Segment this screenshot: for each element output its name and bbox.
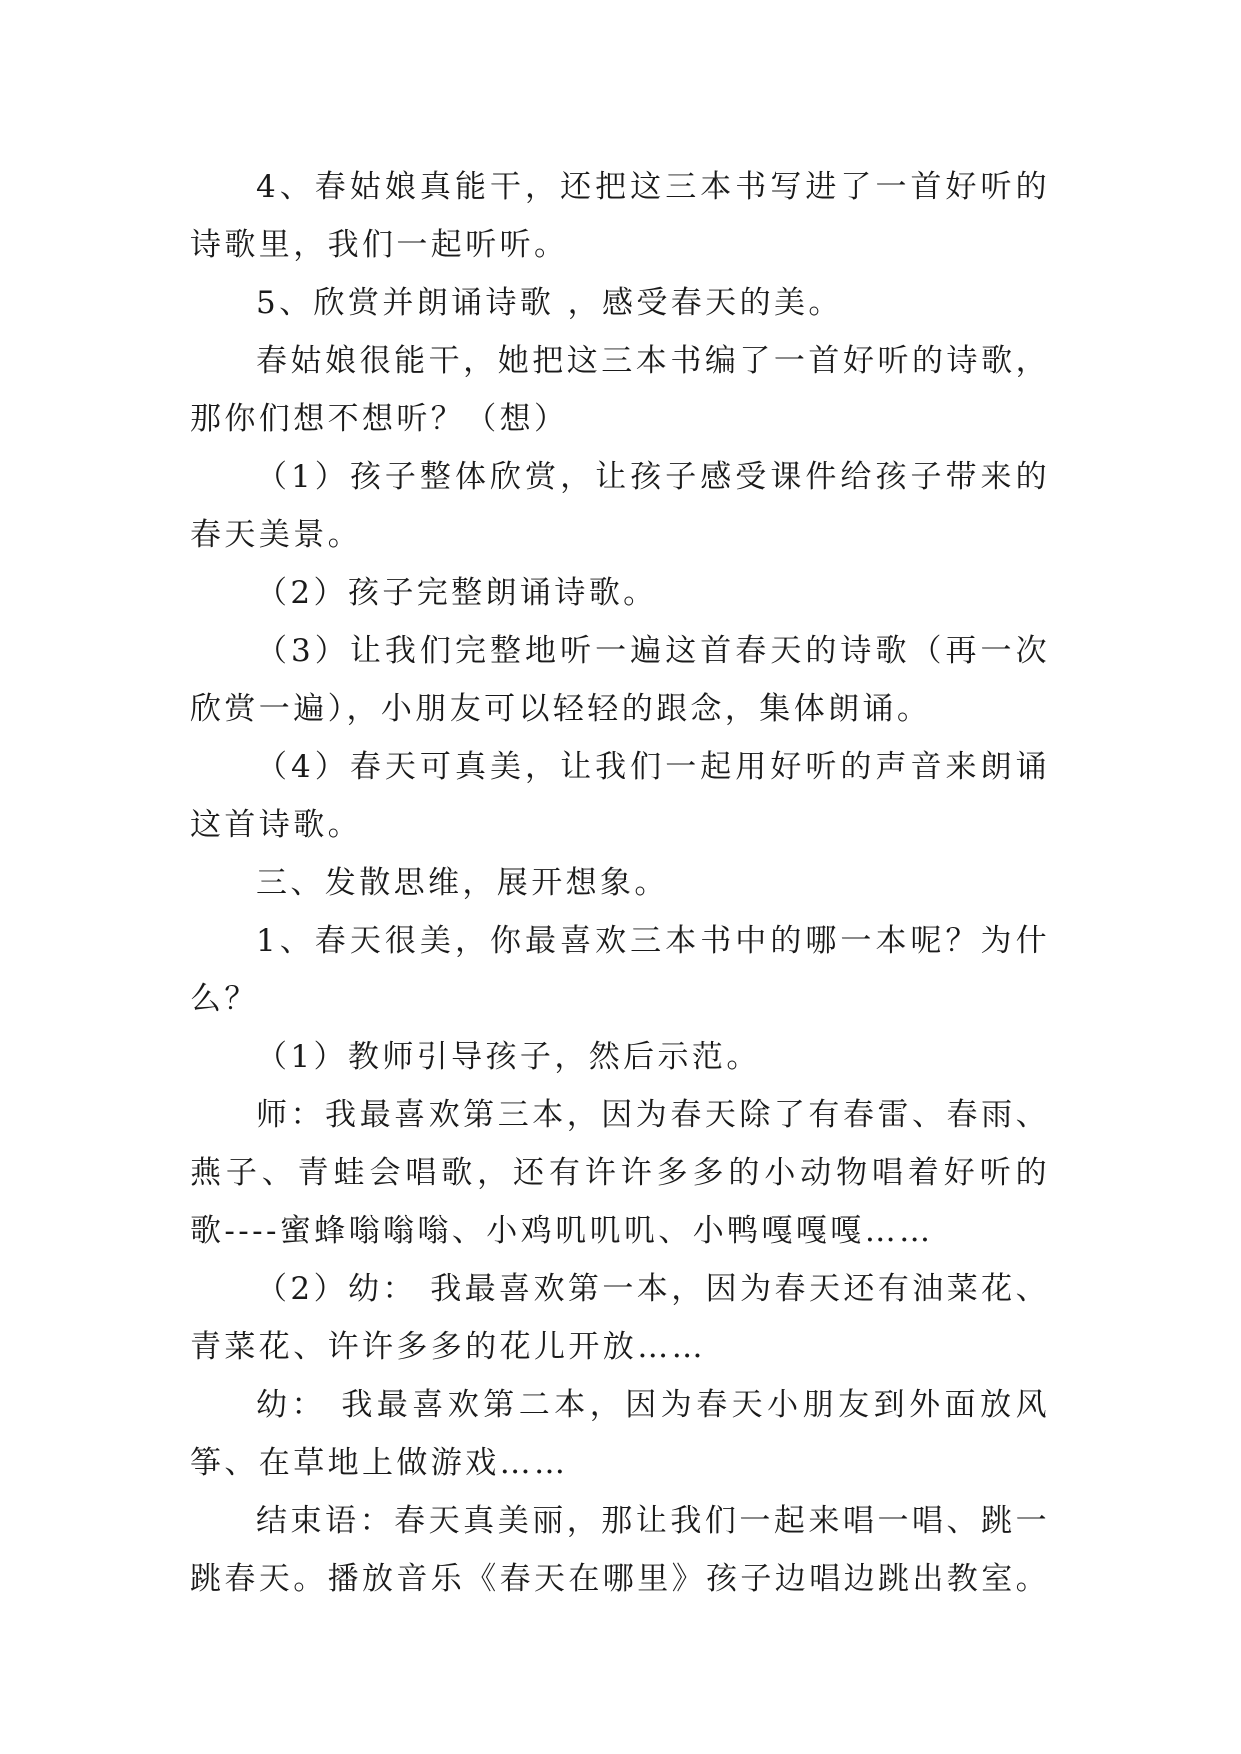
paragraph-question-1: 1、春天很美，你最喜欢三本书中的哪一本呢？为什么？ xyxy=(190,923,1050,1017)
paragraph-closing: 结束语：春天真美丽，那让我们一起来唱一唱、跳一跳春天。播放音乐《春天在哪里》孩子边唱边跳出教室。 xyxy=(190,1503,1050,1597)
paragraph-teacher-example: 师：我最喜欢第三本，因为春天除了有春雷、春雨、燕子、青蛙会唱歌，还有许许多多的小动物唱着好听的歌----蜜蜂嗡嗡嗡、小鸡叽叽叽、小鸭嘎嘎嘎…… xyxy=(190,1097,1050,1249)
section-heading-3: 三、发散思维，展开想象。 xyxy=(256,865,669,901)
paragraph-substep-2: （2）孩子完整朗诵诗歌。 xyxy=(256,575,658,611)
paragraph-child-answer-1: （2）幼： 我最喜欢第一本，因为春天还有油菜花、青菜花、许许多多的花儿开放…… xyxy=(190,1271,1050,1365)
paragraph-child-answer-2: 幼： 我最喜欢第二本，因为春天小朋友到外面放风筝、在草地上做游戏…… xyxy=(190,1387,1050,1481)
paragraph-step-4: 4、春姑娘真能干，还把这三本书写进了一首好听的诗歌里，我们一起听听。 xyxy=(190,169,1050,263)
document-body xyxy=(190,158,1050,1608)
paragraph-poem-intro: 春姑娘很能干，她把这三本书编了一首好听的诗歌，那你们想不想听？（想） xyxy=(190,343,1050,437)
paragraph-teacher-guide: （1）教师引导孩子，然后示范。 xyxy=(256,1039,761,1075)
paragraph-step-5: 5、欣赏并朗诵诗歌 ，感受春天的美。 xyxy=(256,285,843,321)
paragraph-substep-4: （4）春天可真美，让我们一起用好听的声音来朗诵这首诗歌。 xyxy=(190,749,1050,843)
paragraph-substep-1: （1）孩子整体欣赏，让孩子感受课件给孩子带来的春天美景。 xyxy=(190,459,1050,553)
paragraph-substep-3: （3）让我们完整地听一遍这首春天的诗歌（再一次欣赏一遍），小朋友可以轻轻的跟念，集体朗诵。 xyxy=(190,633,1050,727)
